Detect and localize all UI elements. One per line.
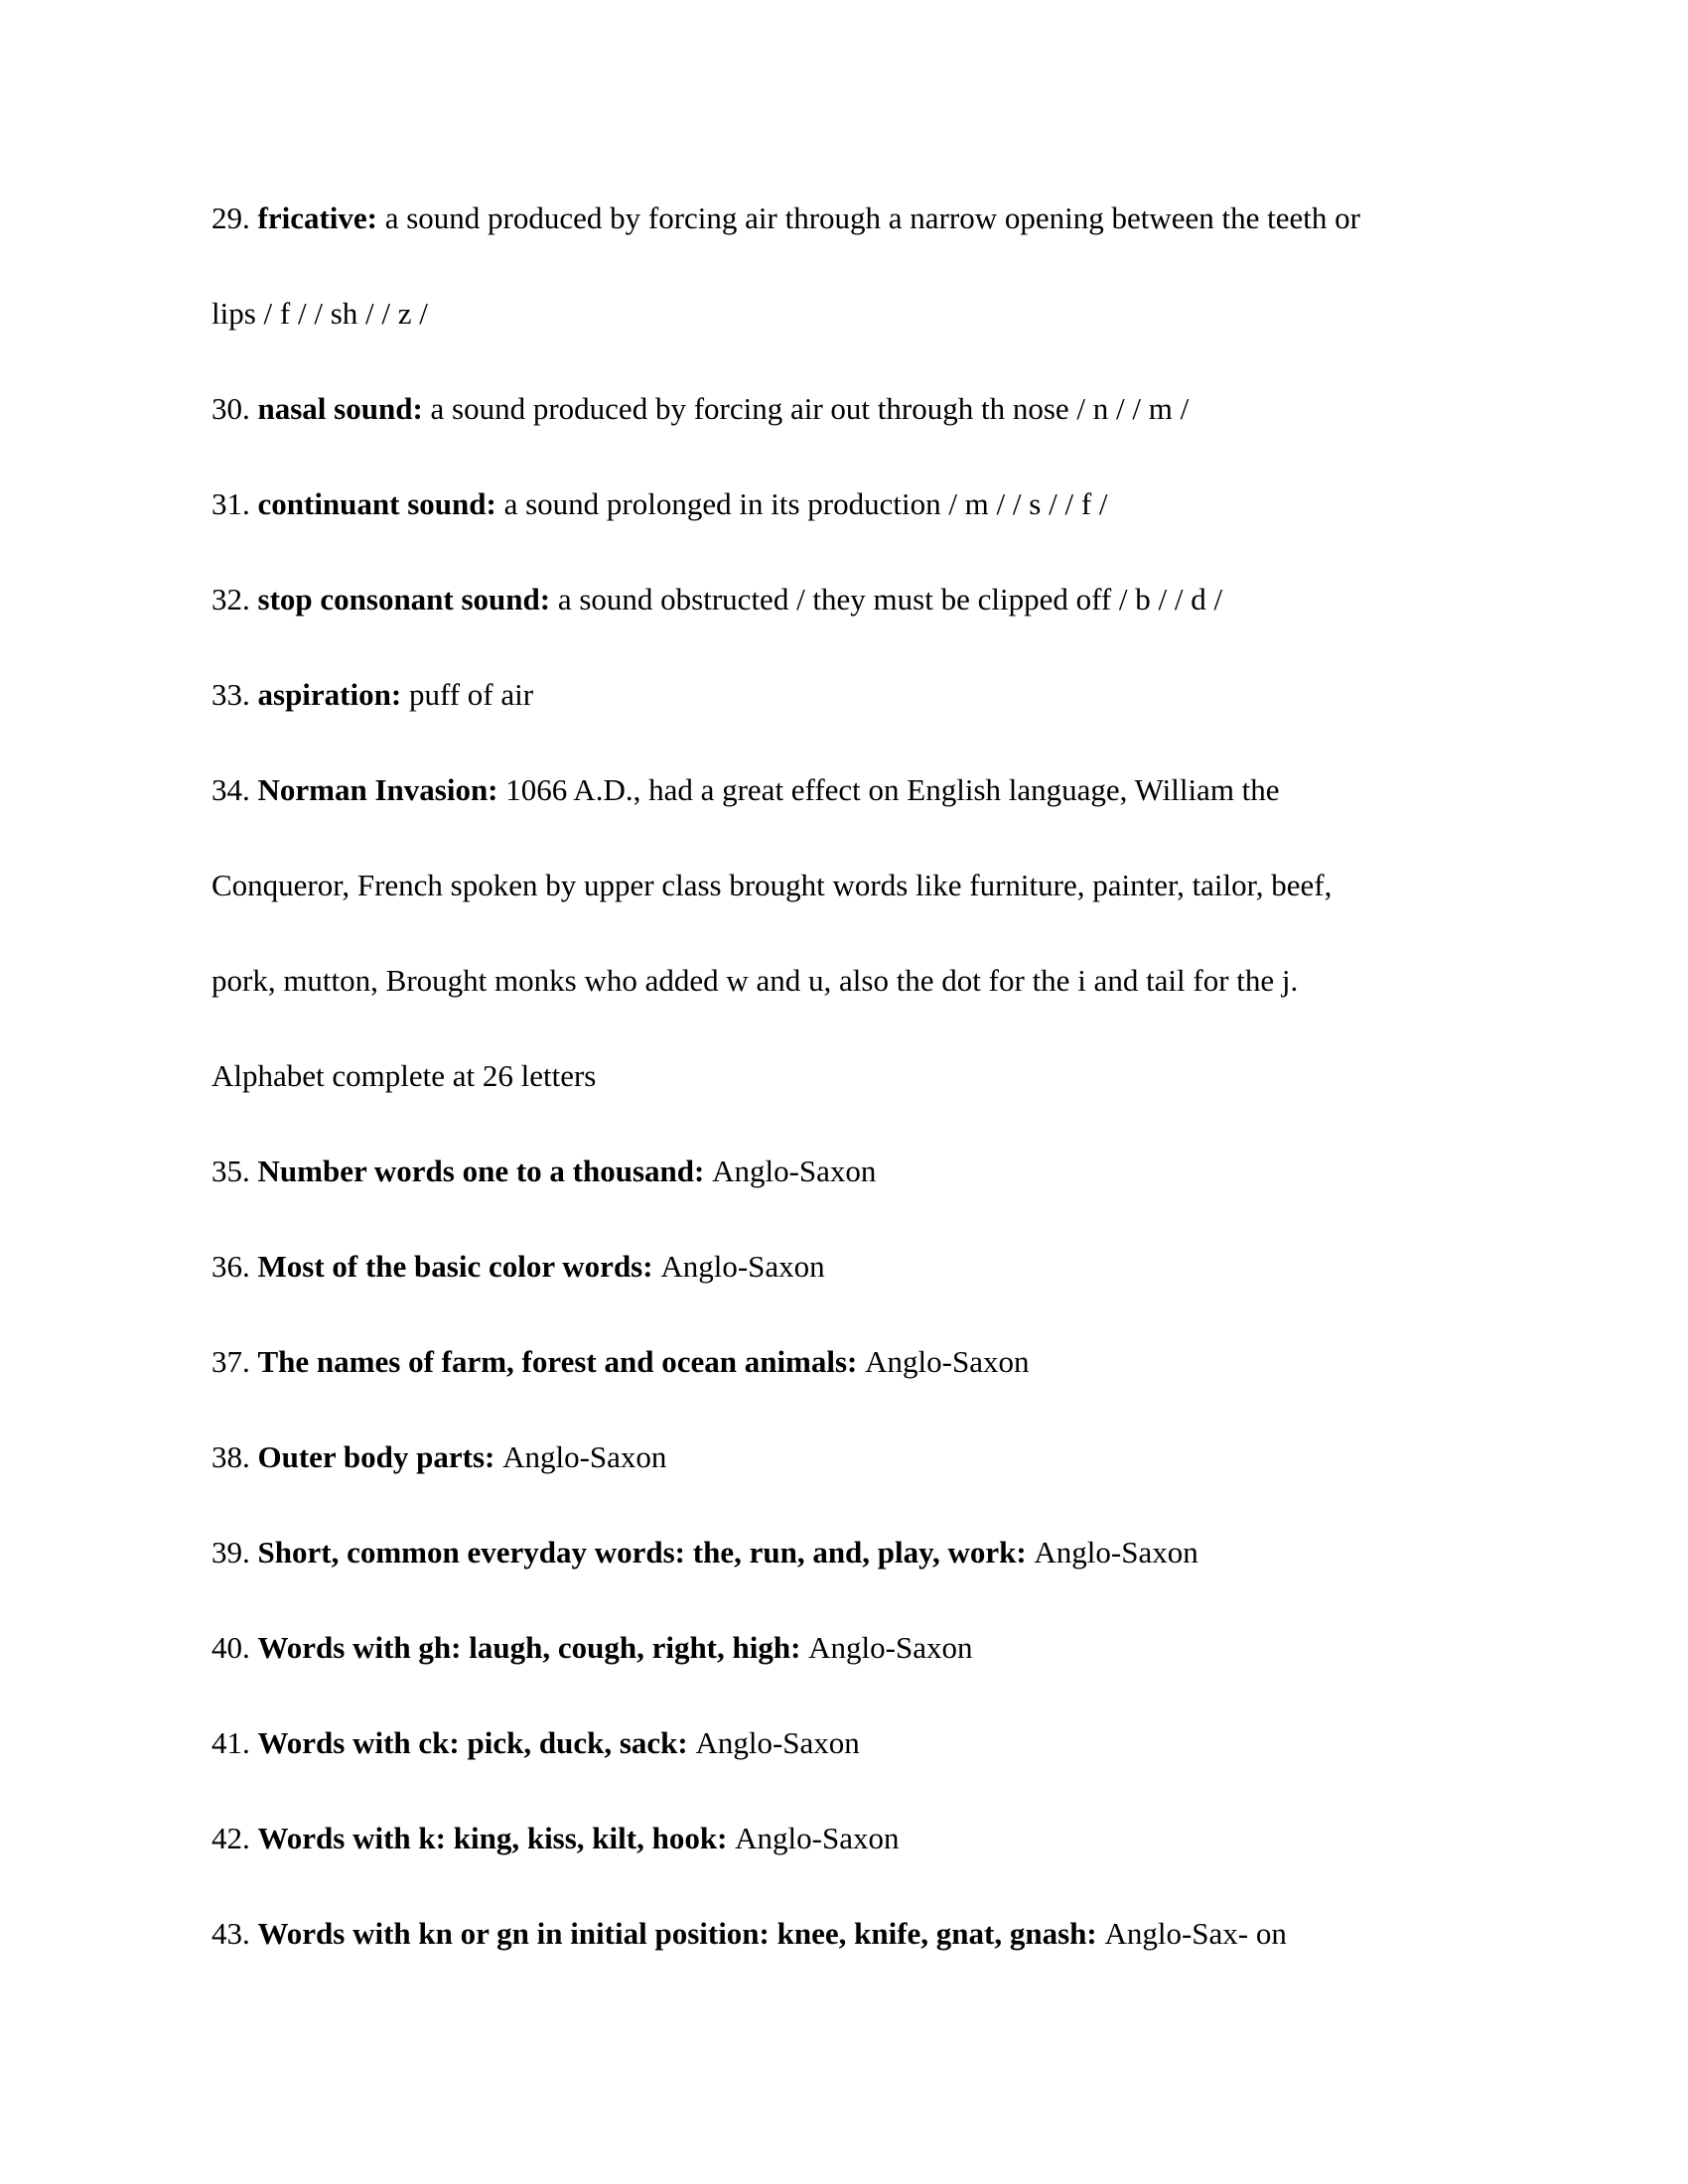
item-34-continuation-1: Conqueror, French spoken by upper class brought words like furniture, painter, tailor, beef,: [211, 868, 1333, 902]
item-29-definition: a sound produced by forcing air through a narrow opening between the teeth or: [384, 201, 1360, 235]
item-34-continuation-2: pork, mutton, Brought monks who added w and u, also the dot for the i and tail for the j.: [211, 963, 1299, 998]
item-42-definition: Anglo-Saxon: [735, 1821, 900, 1855]
item-39-number: 39.: [211, 1535, 258, 1570]
item-32-number: 32.: [211, 582, 258, 616]
item-36-term: Most of the basic color words:: [257, 1249, 661, 1284]
item-41-number: 41.: [211, 1725, 258, 1760]
item-31-term: continuant sound:: [257, 486, 504, 521]
item-32-term: stop consonant sound:: [257, 582, 558, 616]
item-38-definition: Anglo-Saxon: [502, 1439, 667, 1474]
item-41-definition: Anglo-Saxon: [695, 1725, 860, 1760]
item-34-continuation-3: Alphabet complete at 26 letters: [211, 1058, 597, 1093]
list-item-35: [211, 1124, 1499, 1219]
item-43-definition: Anglo-Sax- on: [1104, 1916, 1287, 1951]
item-42-number: 42.: [211, 1821, 258, 1855]
list-item-31: [211, 457, 1499, 552]
item-32-definition: a sound obstructed / they must be clipped off / b / / d /: [557, 582, 1223, 616]
item-29-continuation: lips / f / / sh / / z /: [211, 296, 428, 331]
list-item-30: [211, 361, 1499, 457]
item-35-definition: Anglo-Saxon: [712, 1154, 877, 1188]
item-43-number: 43.: [211, 1916, 258, 1951]
item-37-definition: Anglo-Saxon: [865, 1344, 1030, 1379]
item-43-term: Words with kn or gn in initial position: knee, knife, gnat, gnash:: [257, 1916, 1105, 1951]
list-item-29-line-2: [211, 266, 1499, 361]
list-item-42: [211, 1791, 1499, 1886]
item-41-term: Words with ck: pick, duck, sack:: [257, 1725, 696, 1760]
item-33-definition: puff of air: [408, 677, 534, 712]
item-34-term: Norman Invasion:: [257, 772, 506, 807]
item-34-number: 34.: [211, 772, 258, 807]
item-40-definition: Anglo-Saxon: [808, 1630, 973, 1665]
list-item-36: [211, 1219, 1499, 1314]
item-33-number: 33.: [211, 677, 258, 712]
list-item-34-line-3: [211, 933, 1499, 1028]
list-item-38: [211, 1410, 1499, 1505]
list-item-39: [211, 1505, 1499, 1600]
item-30-term: nasal sound:: [257, 391, 431, 426]
item-35-number: 35.: [211, 1154, 258, 1188]
item-35-term: Number words one to a thousand:: [257, 1154, 713, 1188]
list-item-41: [211, 1696, 1499, 1791]
item-42-term: Words with k: king, kiss, kilt, hook:: [257, 1821, 736, 1855]
item-38-number: 38.: [211, 1439, 258, 1474]
item-30-number: 30.: [211, 391, 258, 426]
list-item-34-line-4: [211, 1028, 1499, 1124]
item-37-term: The names of farm, forest and ocean animals:: [257, 1344, 866, 1379]
item-31-definition: a sound prolonged in its production / m / / s / / f /: [503, 486, 1108, 521]
item-36-definition: Anglo-Saxon: [660, 1249, 825, 1284]
item-39-term: Short, common everyday words: the, run, and, play, work:: [257, 1535, 1035, 1570]
item-29-number: 29.: [211, 201, 258, 235]
list-item-33: [211, 647, 1499, 743]
item-40-number: 40.: [211, 1630, 258, 1665]
list-item-34-line-1: [211, 743, 1499, 838]
item-39-definition: Anglo-Saxon: [1034, 1535, 1198, 1570]
item-34-definition: 1066 A.D., had a great effect on English language, William the: [505, 772, 1280, 807]
item-33-term: aspiration:: [257, 677, 409, 712]
list-item-29-line-1: [211, 171, 1499, 266]
item-30-definition: a sound produced by forcing air out through th nose / n / / m /: [430, 391, 1190, 426]
list-item-43: [211, 1886, 1499, 1981]
list-item-40: [211, 1600, 1499, 1696]
list-item-34-line-2: [211, 838, 1499, 933]
item-36-number: 36.: [211, 1249, 258, 1284]
item-29-term: fricative:: [257, 201, 385, 235]
item-37-number: 37.: [211, 1344, 258, 1379]
list-item-32: [211, 552, 1499, 647]
item-38-term: Outer body parts:: [257, 1439, 503, 1474]
item-40-term: Words with gh: laugh, cough, right, high:: [257, 1630, 809, 1665]
list-item-37: [211, 1314, 1499, 1410]
item-31-number: 31.: [211, 486, 258, 521]
